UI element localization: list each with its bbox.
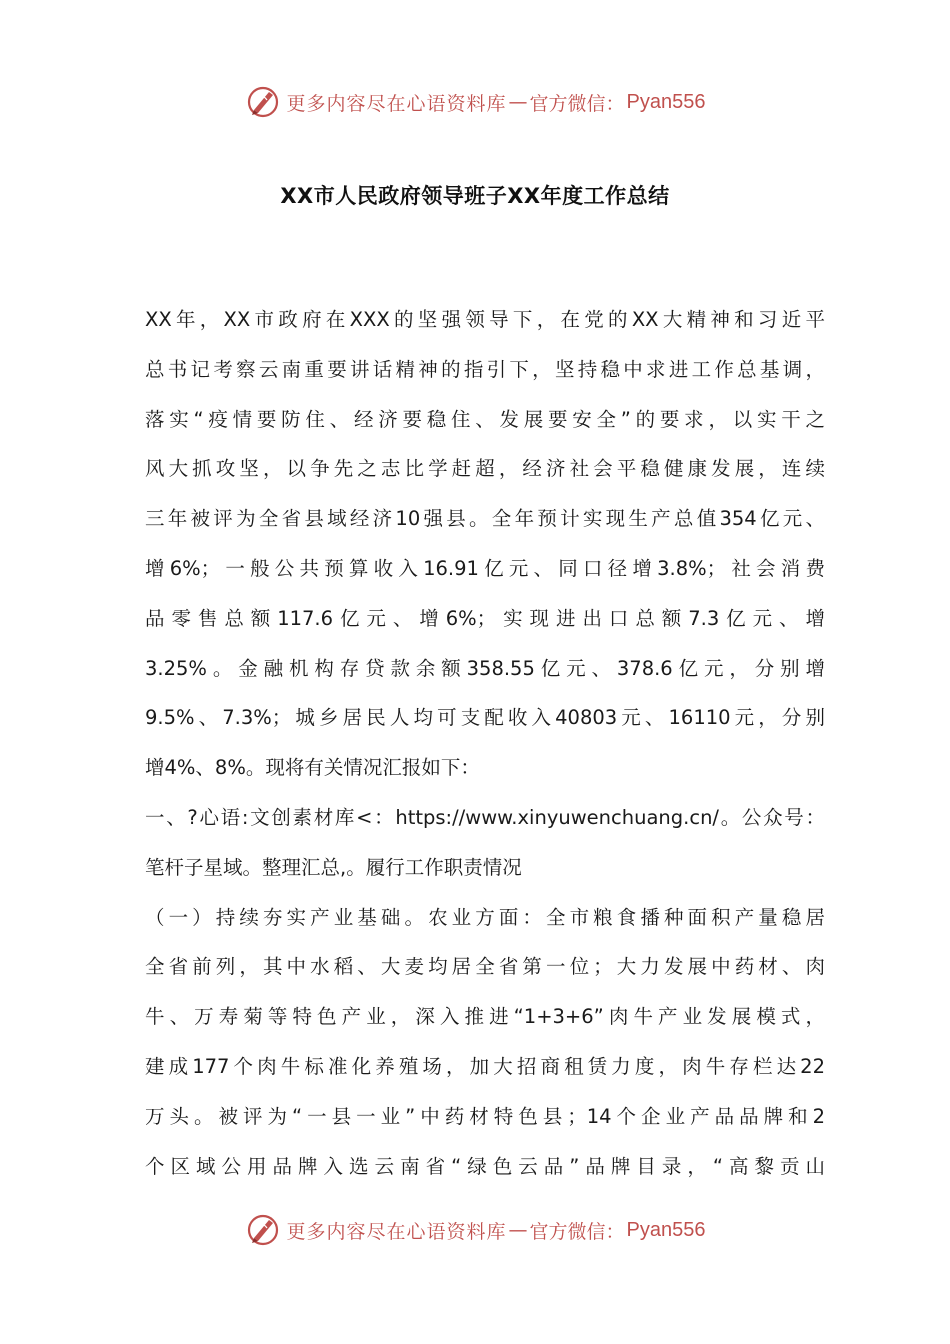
pen-logo-icon: [245, 84, 281, 120]
pen-logo-icon: [245, 1212, 281, 1248]
document-body: [145, 295, 825, 1191]
header-banner-wechat-label: 官方微信：: [529, 92, 625, 115]
body-line: 牛、万寿菊等特色产业，深入推进“1+3+6”肉牛产业发展模式，: [145, 1005, 825, 1029]
section-heading-line: （一）持续夯实产业基础。农业方面：全市粮食播种面积产量稳居: [145, 905, 825, 929]
footer-banner-separator: —: [508, 1219, 528, 1241]
body-line: 落实“疫情要防住、经济要稳住、发展要安全”的要求，以实干之: [145, 407, 825, 431]
body-line: 3.25%。金融机构存贷款余额358.55亿元、378.6亿元，分别增: [145, 656, 825, 680]
footer-banner-wechat-id: Pyan556: [626, 1218, 706, 1241]
document-title: XX市人民政府领导班子XX年度工作总结: [280, 184, 670, 208]
body-line-with-link: 一、?心语:文创素材库<：https://www.xinyuwenchuang.cn/。公众号：: [145, 805, 825, 829]
body-line: 风大抓攻坚，以争先之志比学赶超，经济社会平稳健康发展，连续: [145, 457, 825, 481]
body-line: 增4%、8%。现将有关情况汇报如下：: [145, 756, 480, 780]
body-line: 全省前列，其中水稻、大麦均居全省第一位；大力发展中药材、肉: [145, 955, 825, 979]
body-line: 三年被评为全省县域经济10强县。全年预计实现生产总值354亿元、: [145, 507, 825, 531]
body-line: 9.5%、7.3%；城乡居民人均可支配收入40803元、16110元，分别: [145, 706, 825, 730]
body-line: 笔杆子星域。整理汇总,。履行工作职责情况: [145, 855, 522, 879]
body-line: 品零售总额117.6亿元、增6%；实现进出口总额7.3亿元、增: [145, 606, 825, 630]
body-line: XX年，XX市政府在XXX的坚强领导下，在党的XX大精神和习近平: [145, 308, 825, 331]
footer-watermark-banner: [0, 1210, 950, 1250]
body-line: 增6%；一般公共预算收入16.91亿元、同口径增3.8%；社会消费: [145, 556, 825, 580]
body-line: 建成177个肉牛标准化养殖场，加大招商租赁力度，肉牛存栏达22: [145, 1054, 825, 1078]
body-line: 个区域公用品牌入选云南省“绿色云品”品牌目录，“高黎贡山: [145, 1154, 825, 1178]
footer-banner-wechat-label: 官方微信：: [529, 1220, 625, 1243]
header-banner-wechat-id: Pyan556: [626, 90, 706, 113]
header-banner-separator: —: [508, 91, 528, 113]
body-line: 万头。被评为“一县一业”中药材特色县；14个企业产品品牌和2: [145, 1104, 825, 1128]
body-line: 总书记考察云南重要讲话精神的指引下，坚持稳中求进工作总基调，: [145, 357, 825, 381]
header-watermark-banner: [0, 82, 950, 122]
header-banner-text: 更多内容尽在心语资料库: [286, 92, 507, 115]
footer-banner-text: 更多内容尽在心语资料库: [286, 1220, 507, 1243]
